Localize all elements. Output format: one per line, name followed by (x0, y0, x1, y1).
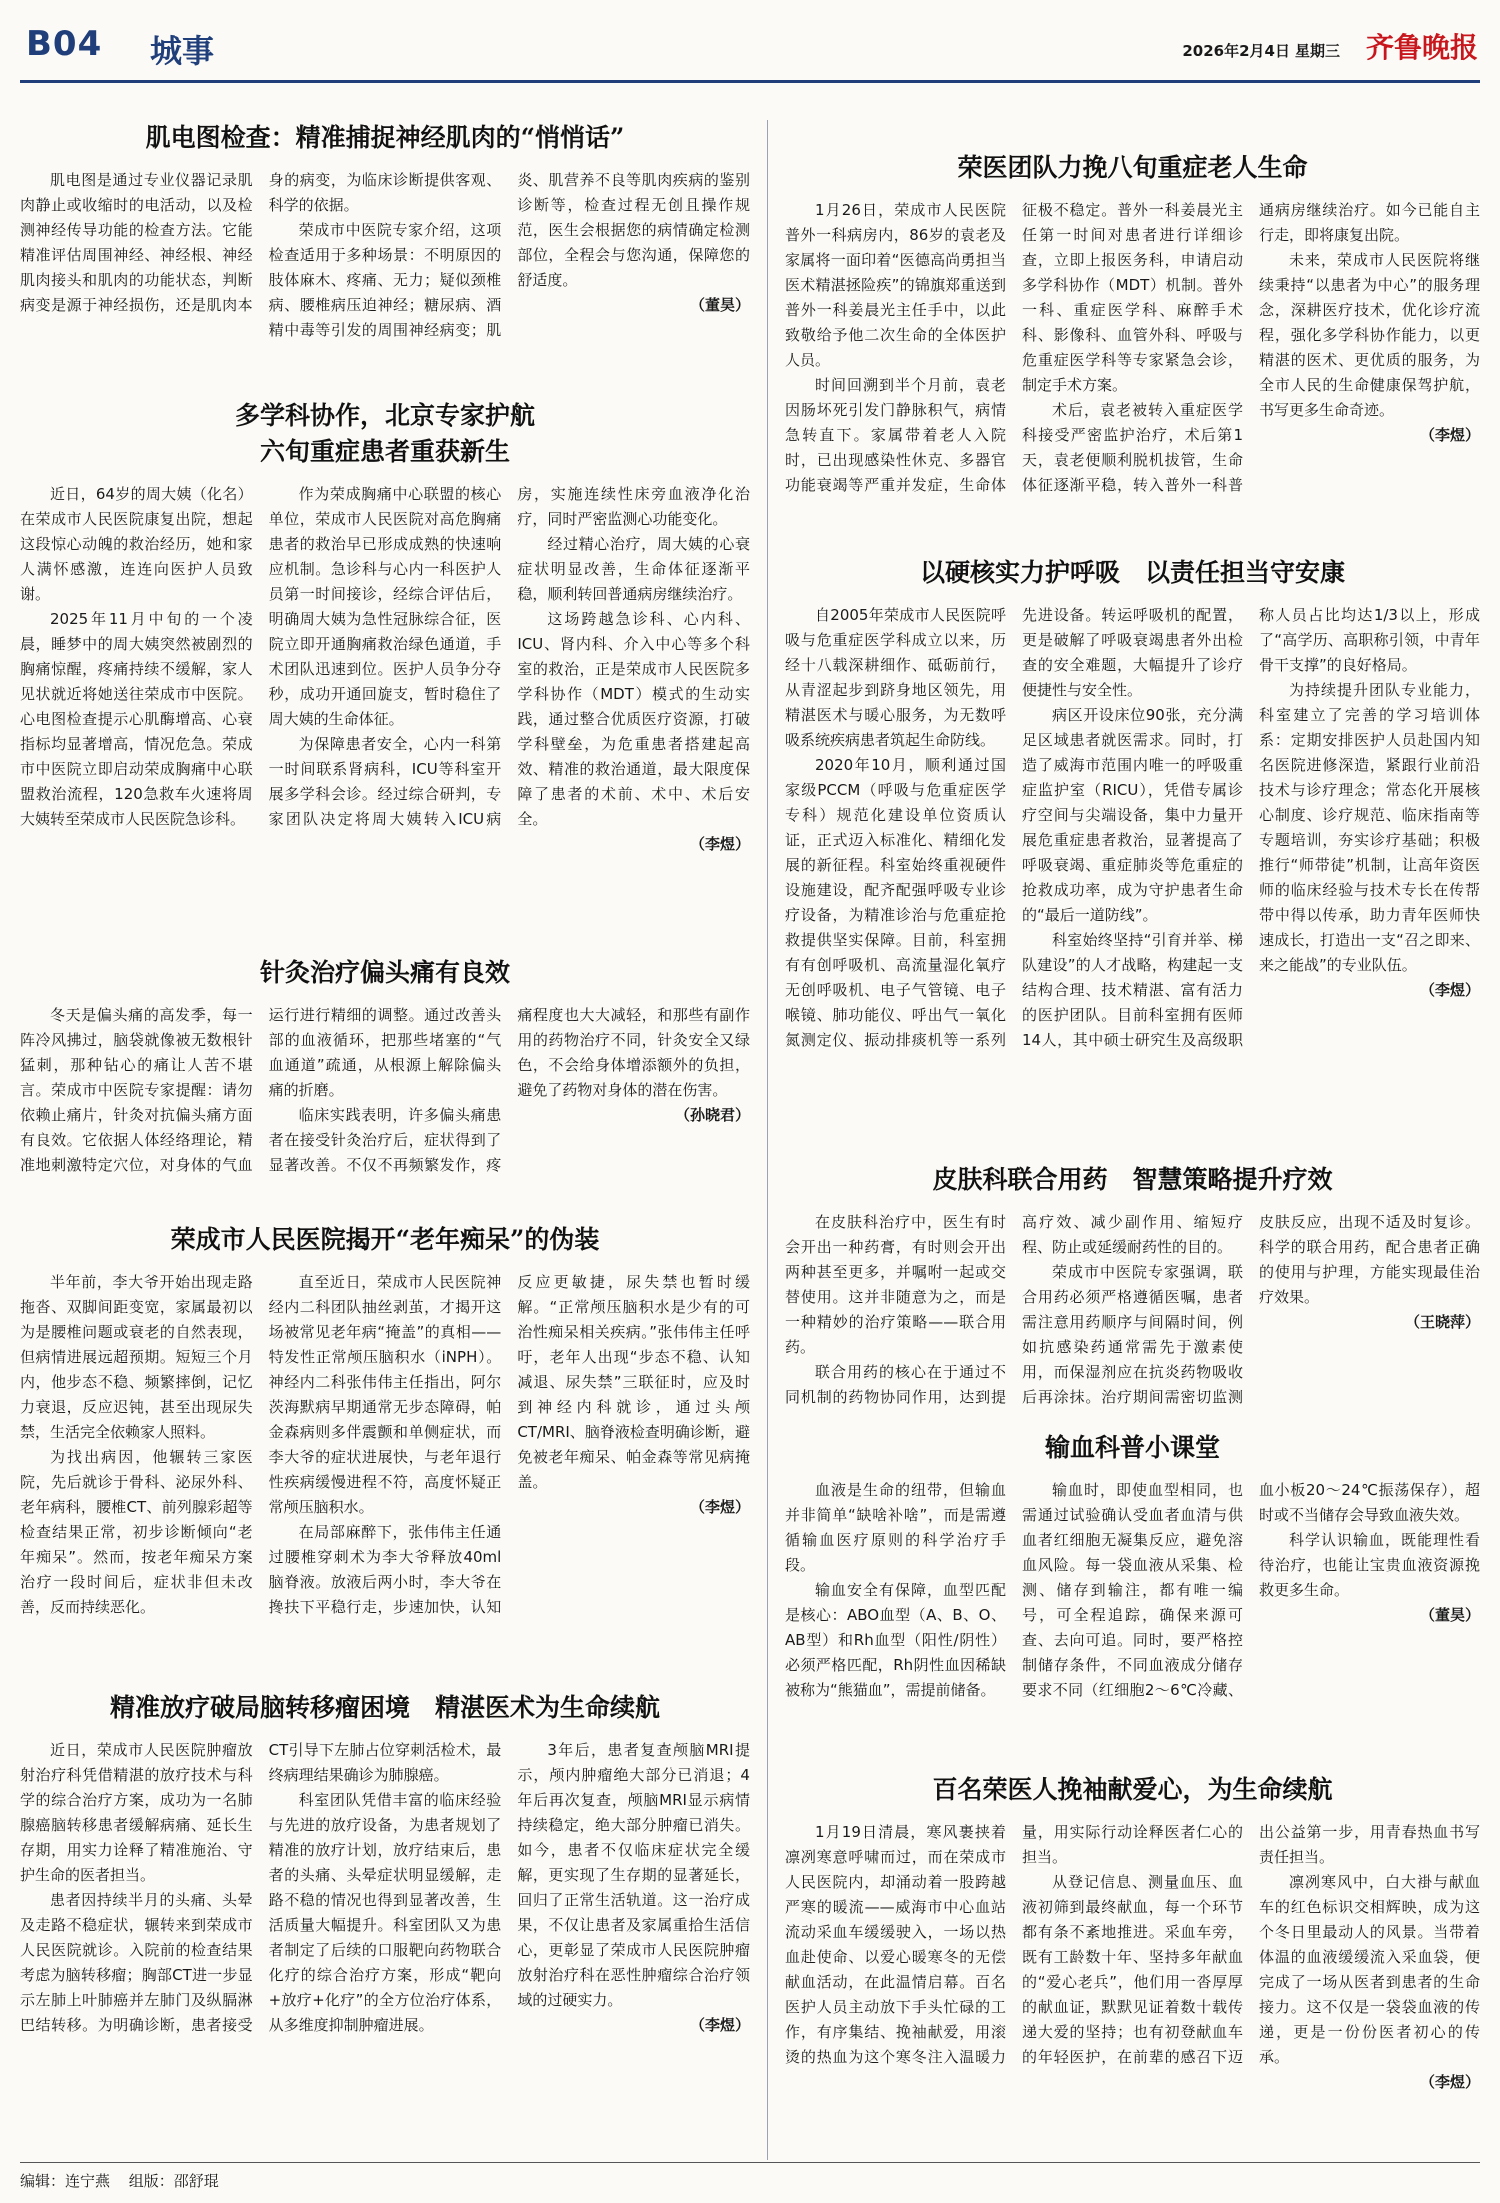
article-author: （董昊） (1419, 1606, 1480, 1624)
article-title: 荣成市人民医院揭开“老年痴呆”的伪装 (170, 1225, 600, 1254)
article-emg (20, 120, 750, 380)
article-paragraph: 作为荣成胸痛中心联盟的核心单位，荣成市人民医院对高危胸痛患者的救治早已形成成熟的快速响应机制。急诊科与心内一科医护人员第一时间接诊，经综合评估后，明确周大姨为急性冠脉综合征，医院立即开通胸痛救治绿色通道，手术团队迅速到位。医护人员争分夺秒，成功开通回旋支，暂时稳住了周大姨的生命体征。 (268, 485, 502, 728)
issue-weekday: 星期三 (1294, 42, 1340, 60)
section-name: 城事 (150, 32, 215, 70)
article-paragraph: 科学认识输血，既能理性看待治疗，也能让宝贵血液资源挽救更多生命。 (1259, 1531, 1480, 1599)
article-paragraph: 临床实践表明，许多偏头痛患者在接受针灸治疗后，症状得到了显著改善。不仅不再频繁发作，疼痛程度也大大减轻，和那些有副作用的药物治疗不同，针灸安全又绿色，不会给身体增添额外的负担，避免了药物对身体的潜在伤害。 (268, 1006, 750, 1174)
article-paragraph: 自2005年荣成市人民医院呼吸与危重症医学科成立以来，历经十八载深耕细作、砥砺前行，从青涩起步到跻身地区领先，用精湛医术与暖心服务，为无数呼吸系统疾病患者筑起生命防线。 (785, 606, 1006, 749)
article-mdt-cardiac (20, 398, 750, 943)
article-author: （李煜） (689, 2016, 750, 2034)
newspaper-logo: 齐鲁晚报 (1365, 31, 1478, 64)
article-paragraph: 荣成市中医院专家介绍，这项检查适用于多种场景：不明原因的肢体麻木、疼痛、无力；疑似颈椎病、腰椎病压迫神经；糖尿病、酒精中毒等引发的周围神经病变；肌炎、肌营养不良等肌肉疾病的鉴别诊断等，检查过程无创且操作规范，医生会根据您的病情确定检测部位，全程会与您沟通，保障您的舒适度。 (268, 171, 750, 339)
article-acupuncture (20, 955, 750, 1200)
article-author: （董昊） (689, 296, 750, 314)
article-paragraph: 近日，荣成市人民医院肿瘤放射治疗科凭借精湛的放疗技术与科学的综合治疗方案，成功为一名肺腺癌脑转移患者缓解病痛、延长生存期，用实力诠释了精准施治、守护生命的医者担当。 (20, 1741, 253, 1884)
article-inph (20, 1222, 750, 1664)
article-elderly-rescue (785, 150, 1480, 545)
article-paragraph: 2025年11月中旬的一个凌晨，睡梦中的周大姨突然被剧烈的胸痛惊醒，疼痛持续不缓解，家人见状就近将她送往荣成市中医院。心电图检查提示心肌酶增高、心衰指标均显著增高，情况危急。荣成市中医院立即启动荣成胸痛中心联盟救治流程，120急救车火速将周大姨转至荣成市人民医院急诊科。 (20, 610, 253, 828)
article-title: 输血科普小课堂 (1044, 1433, 1220, 1462)
issue-date: 2026年2月4日 (1182, 42, 1290, 60)
article-title: 针灸治疗偏头痛有良效 (259, 958, 510, 987)
article-paragraph: 科室始终坚持“引育并举、梯队建设”的人才战略，构建起一支结构合理、技术精湛、富有活力的医护团队。目前科室拥有医师14人，其中硕士研究生及高级职称人员占比均达1/3以上，形成了“高学历、高职称引领，中青年骨干支撑”的良好格局。 (1022, 606, 1480, 1049)
article-paragraph: 这场跨越急诊科、心内科、ICU、肾内科、介入中心等多个科室的救治，正是荣成市人民医院多学科协作（MDT）模式的生动实践，通过整合优质医疗资源，打破学科壁垒，为危重患者搭建起高效、精准的救治通道，最大限度保障了患者的术前、术中、术后安全。 (517, 610, 750, 828)
article-paragraph: 3年后，患者复查颅脑MRI提示，颅内肿瘤绝大部分已消退；4年后再次复查，颅脑MRI显示病情持续稳定，绝大部分肿瘤已消失。如今，患者不仅临床症状完全缓解，更实现了生存期的显著延长，回归了正常生活轨道。这一治疗成果，不仅让患者及家属重拾生活信心，更彰显了荣成市人民医院肿瘤放射治疗科在恶性肿瘤综合治疗领域的过硬实力。 (517, 1741, 750, 2009)
article-paragraph: 直至近日，荣成市人民医院神经内二科团队抽丝剥茧，才揭开这场被常见老年病“掩盖”的真相——特发性正常颅压脑积水（iNPH）。神经内二科张伟伟主任指出，阿尔茨海默病早期通常无步态障碍，帕金森病则多伴震颤和单侧症状，而李大爷的症状进展快，与老年退行性疾病缓慢进程不符，高度怀疑正常颅压脑积水。 (268, 1273, 502, 1516)
article-paragraph: 从登记信息、测量血压、血液初筛到最终献血，每一个环节都有条不紊地推进。采血车旁，既有工龄数十年、坚持多年献血的“爱心老兵”，他们用一沓厚厚的献血证，默默见证着数十载传递大爱的坚持；也有初登献血车的年轻医护，在前辈的感召下迈出公益第一步，用青春热血书写责任担当。 (1022, 1823, 1480, 2066)
masthead (20, 22, 1480, 74)
header-rule (20, 80, 1480, 83)
article-paragraph: 冬天是偏头痛的高发季，每一阵冷风拂过，脑袋就像被无数根针猛刺，那种钻心的痛让人苦不堪言。荣成市中医院专家提醒：请勿依赖止痛片，针灸对抗偏头痛方面有良效。它依据人体经络理论，精准地刺激特定穴位，对身体的气血运行进行精细的调整。通过改善头部的血液循环，把那些堵塞的“气血通道”疏通，从根源上解除偏头痛的折磨。 (20, 1006, 502, 1174)
article-paragraph: 患者因持续半月的头痛、头晕及走路不稳症状，辗转来到荣成市人民医院就诊。入院前的检查结果考虑为脑转移瘤；胸部CT进一步显示左肺上叶肺癌并左肺门及纵膈淋巴结转移。为明确诊断，患者接受CT引导下左肺占位穿刺活检术，最终病理结果确诊为肺腺癌。 (20, 1741, 502, 2034)
article-paragraph: 近日，64岁的周大姨（化名）在荣成市人民医院康复出院，想起这段惊心动魄的救治经历，她和家人满怀感激，连连向医护人员致谢。 (20, 485, 253, 603)
article-author: （李煜） (1419, 981, 1480, 999)
article-paragraph: 术后，袁老被转入重症医学科接受严密监护治疗，术后第1天，袁老便顺利脱机拔管，生命体征逐渐平稳，转入普外一科普通病房继续治疗。如今已能自主行走，即将康复出院。 (1022, 201, 1480, 494)
article-paragraph: 1月19日清晨，寒风裹挟着凛冽寒意呼啸而过，而在荣成市人民医院内，却涌动着一股跨越严寒的暖流——威海市中心血站流动采血车缓缓驶入，一场以热血赴使命、以爱心暖寒冬的无偿献血活动，在此温情启幕。百名医护人员主动放下手头忙碌的工作，有序集结、挽袖献爱，用滚烫的热血为这个寒冬注入温暖力量，用实际行动诠释医者仁心的担当。 (785, 1823, 1243, 2066)
article-paragraph: 科室团队凭借丰富的临床经验与先进的放疗设备，为患者规划了精准的放疗计划，放疗结束后，患者的头痛、头晕症状明显缓解，走路不稳的情况也得到显著改善，生活质量大幅提升。科室团队又为患者制定了后续的口服靶向药物联合化疗的综合治疗方案，形成“靶向+放疗+化疗”的全方位治疗体系，从多维度抑制肿瘤进展。 (268, 1791, 502, 2034)
article-paragraph: 未来，荣成市人民医院将继续秉持“以患者为中心”的服务理念，深耕医疗技术，优化诊疗流程，强化多学科协作能力，以更精湛的医术、更优质的服务，为全市人民的生命健康保驾护航，书写更多生命奇迹。 (1259, 251, 1480, 419)
article-paragraph: 输血安全有保障，血型匹配是核心：ABO血型（A、B、O、AB型）和Rh血型（阳性/阴性）必须严格匹配，Rh阴性血因稀缺被称为“熊猫血”，需提前储备。 (785, 1581, 1006, 1699)
article-paragraph: 凛冽寒风中，白大褂与献血车的红色标识交相辉映，成为这个冬日里最动人的风景。当带着体温的血液缓缓流入采血袋，便完成了一场从医者到患者的生命接力。这不仅是一袋袋血液的传递，更是一份份医者初心的传承。 (1259, 1873, 1480, 2066)
article-title: 肌电图检查：精准捕捉神经肌肉的“悄悄话” (145, 123, 625, 152)
article-paragraph: 2020年10月，顺利通过国家级PCCM（呼吸与危重症医学专科）规范化建设单位资质认证，正式迈入标准化、精细化发展的新征程。科室始终重视硬件设施建设，配齐配强呼吸专业诊疗设备，为精准诊治与危重症抢救提供坚实保障。目前，科室拥有有创呼吸机、高流量湿化氧疗无创呼吸机、电子气管镜、电子喉镜、肺功能仪、呼出气一氧化氮测定仪、振动排痰机等一系列先进设备。转运呼吸机的配置，更是破解了呼吸衰竭患者外出检查的安全难题，大幅提升了诊疗便捷性与安全性。 (785, 606, 1243, 1049)
editor-credit: 编辑：连宁燕 (20, 2172, 111, 2190)
article-title: 皮肤科联合用药 智慧策略提升疗效 (932, 1165, 1333, 1194)
article-paragraph: 1月26日，荣成市人民医院普外一科病房内，86岁的袁老及家属将一面印着“医德高尚勇担当 医术精湛拯险疾”的锦旗郑重送到普外一科姜晨光主任手中，以此致敬给予他二次生命的全体医护人员。 (785, 201, 1022, 369)
article-author: （孙晓君） (674, 1106, 750, 1124)
article-paragraph: 肌电图是通过专业仪器记录肌肉静止或收缩时的电活动，以及检测神经传导功能的检查方法。它能精准评估周围神经、神经根、神经肌肉接头和肌肉的功能状态，判断病变是源于神经损伤，还是肌肉本身的病变，为临床诊断提供客观、科学的依据。 (20, 171, 502, 314)
article-paragraph: 血液是生命的纽带，但输血并非简单“缺啥补啥”，而是需遵循输血医疗原则的科学治疗手段。 (785, 1481, 1006, 1574)
page-number: B04 (26, 24, 103, 64)
article-paragraph: 荣成市中医院专家强调，联合用药必须严格遵循医嘱，患者需注意用药顺序与间隔时间，例如抗感染药通常需先于激素使用，而保湿剂应在抗炎药物吸收后再涂抹。治疗期间需密切监测皮肤反应，出现不适及时复诊。科学的联合用药，配合患者正确的使用与护理，方能实现最佳治疗效果。 (1022, 1213, 1480, 1406)
article-paragraph: 联合用药的核心在于通过不同机制的药物协同作用，达到提高疗效、减少副作用、缩短疗程、防止或延缓耐药性的目的。 (785, 1213, 1243, 1406)
designer-credit: 组版：邵舒琨 (128, 2172, 219, 2190)
article-transfusion (785, 1430, 1480, 1750)
article-blood-donation (785, 1772, 1480, 2157)
article-paragraph: 为保障患者安全，心内一科第一时间联系肾病科，ICU等科室开展多学科会诊。经过综合研判，专家团队决定将周大姨转入ICU病房，实施连续性床旁血液净化治疗，同时严密监测心功能变化。 (268, 485, 750, 828)
article-author: （李煜） (1419, 2073, 1480, 2091)
column-divider (767, 120, 768, 2160)
article-dermatology (785, 1162, 1480, 1427)
article-paragraph: 时间回溯到半个月前，袁老因肠坏死引发门静脉积气，病情急转直下。家属带着老人入院时，已出现感染性休克、多器官功能衰竭等严重并发症，生命体征极不稳定。普外一科姜晨光主任第一时间对患者进行详细诊查，立即上报医务科，申请启动多学科协作（MDT）机制。普外一科、重症医学科、麻醉手术科、影像科、血管外科、呼吸与危重症医学科等专家紧急会诊，制定手术方案。 (785, 201, 1243, 494)
article-respiratory (785, 555, 1480, 1145)
article-paragraph: 经过精心治疗，周大姨的心衰症状明显改善，生命体征逐渐平稳，顺利转回普通病房继续治疗。 (517, 535, 750, 603)
footer (20, 2170, 233, 2191)
article-author: （李煜） (1419, 426, 1480, 444)
article-paragraph: 为持续提升团队专业能力，科室建立了完善的学习培训体系：定期安排医护人员赴国内知名医院进修深造，紧跟行业前沿技术与诊疗理念；常态化开展核心制度、诊疗规范、临床指南等专题培训，夯实诊疗基础；积极推行“师带徒”机制，让高年资医师的临床经验与技术专长在传帮带中得以传承，助力青年医师快速成长，打造出一支“召之即来、来之能战”的专业队伍。 (1259, 681, 1480, 974)
article-author: （李煜） (689, 1498, 750, 1516)
article-paragraph: 在局部麻醉下，张伟伟主任通过腰椎穿刺术为李大爷释放40ml脑脊液。放液后两小时，李大爷在搀扶下平稳行走，步速加快，认知反应更敏捷，尿失禁也暂时缓解。“正常颅压脑积水是少有的可治性痴呆相关疾病。”张伟伟主任呼吁，老年人出现“步态不稳、认知减退、尿失禁”三联征时，应及时到神经内科就诊，通过头颅CT/MRI、脑脊液检查明确诊断，避免被老年痴呆、帕金森等常见病掩盖。 (268, 1273, 750, 1616)
article-title: 百名荣医人挽袖献爱心，为生命续航 (932, 1775, 1333, 1804)
article-paragraph: 半年前，李大爷开始出现走路拖沓、双脚间距变宽，家属最初以为是腰椎问题或衰老的自然表现，但病情进展远超预期。短短三个月内，他步态不稳、频繁摔倒，记忆力衰退，反应迟钝，甚至出现尿失禁，生活完全依赖家人照料。 (20, 1273, 253, 1441)
article-subtitle: 六旬重症患者重获新生 (259, 437, 510, 466)
article-author: （王晓萍） (1404, 1313, 1480, 1331)
article-radiotherapy (20, 1690, 750, 2155)
article-title: 荣医团队力挽八旬重症老人生命 (957, 153, 1308, 182)
footer-rule (20, 2162, 1480, 2163)
article-title: 精准放疗破局脑转移瘤困境 精湛医术为生命续航 (109, 1693, 660, 1722)
article-title: 多学科协作，北京专家护航 (234, 401, 535, 430)
article-paragraph: 病区开设床位90张，充分满足区域患者就医需求。同时，打造了威海市范围内唯一的呼吸重症监护室（RICU），凭借专属诊疗空间与尖端设备，集中力量开展危重症患者救治，显著提高了呼吸衰竭、重症肺炎等危重症的抢救成功率，成为守护患者生命的“最后一道防线”。 (1022, 706, 1243, 924)
article-title: 以硬核实力护呼吸 以责任担当守安康 (919, 558, 1345, 587)
article-paragraph: 为找出病因，他辗转三家医院，先后就诊于骨科、泌尿外科、老年病科，腰椎CT、前列腺彩超等检查结果正常，初步诊断倾向“老年痴呆”。然而，按老年痴呆方案治疗一段时间后，症状非但未改善，反而持续恶化。 (20, 1448, 253, 1616)
article-paragraph: 输血时，即使血型相同，也需通过试验确认受血者血清与供血者红细胞无凝集反应，避免溶血风险。每一袋血液从采集、检测、储存到输注，都有唯一编号，可全程追踪，确保来源可查、去向可追。同时，要严格控制储存条件，不同血液成分储存要求不同（红细胞2～6℃冷藏、血小板20～24℃振荡保存），超时或不当储存会导致血液失效。 (1022, 1481, 1480, 1699)
article-author: （李煜） (689, 835, 750, 853)
article-paragraph: 在皮肤科治疗中，医生有时会开出一种药膏，有时则会开出两种甚至更多，并嘱咐一起或交替使用。这并非随意为之，而是一种精妙的治疗策略——联合用药。 (785, 1213, 1006, 1356)
